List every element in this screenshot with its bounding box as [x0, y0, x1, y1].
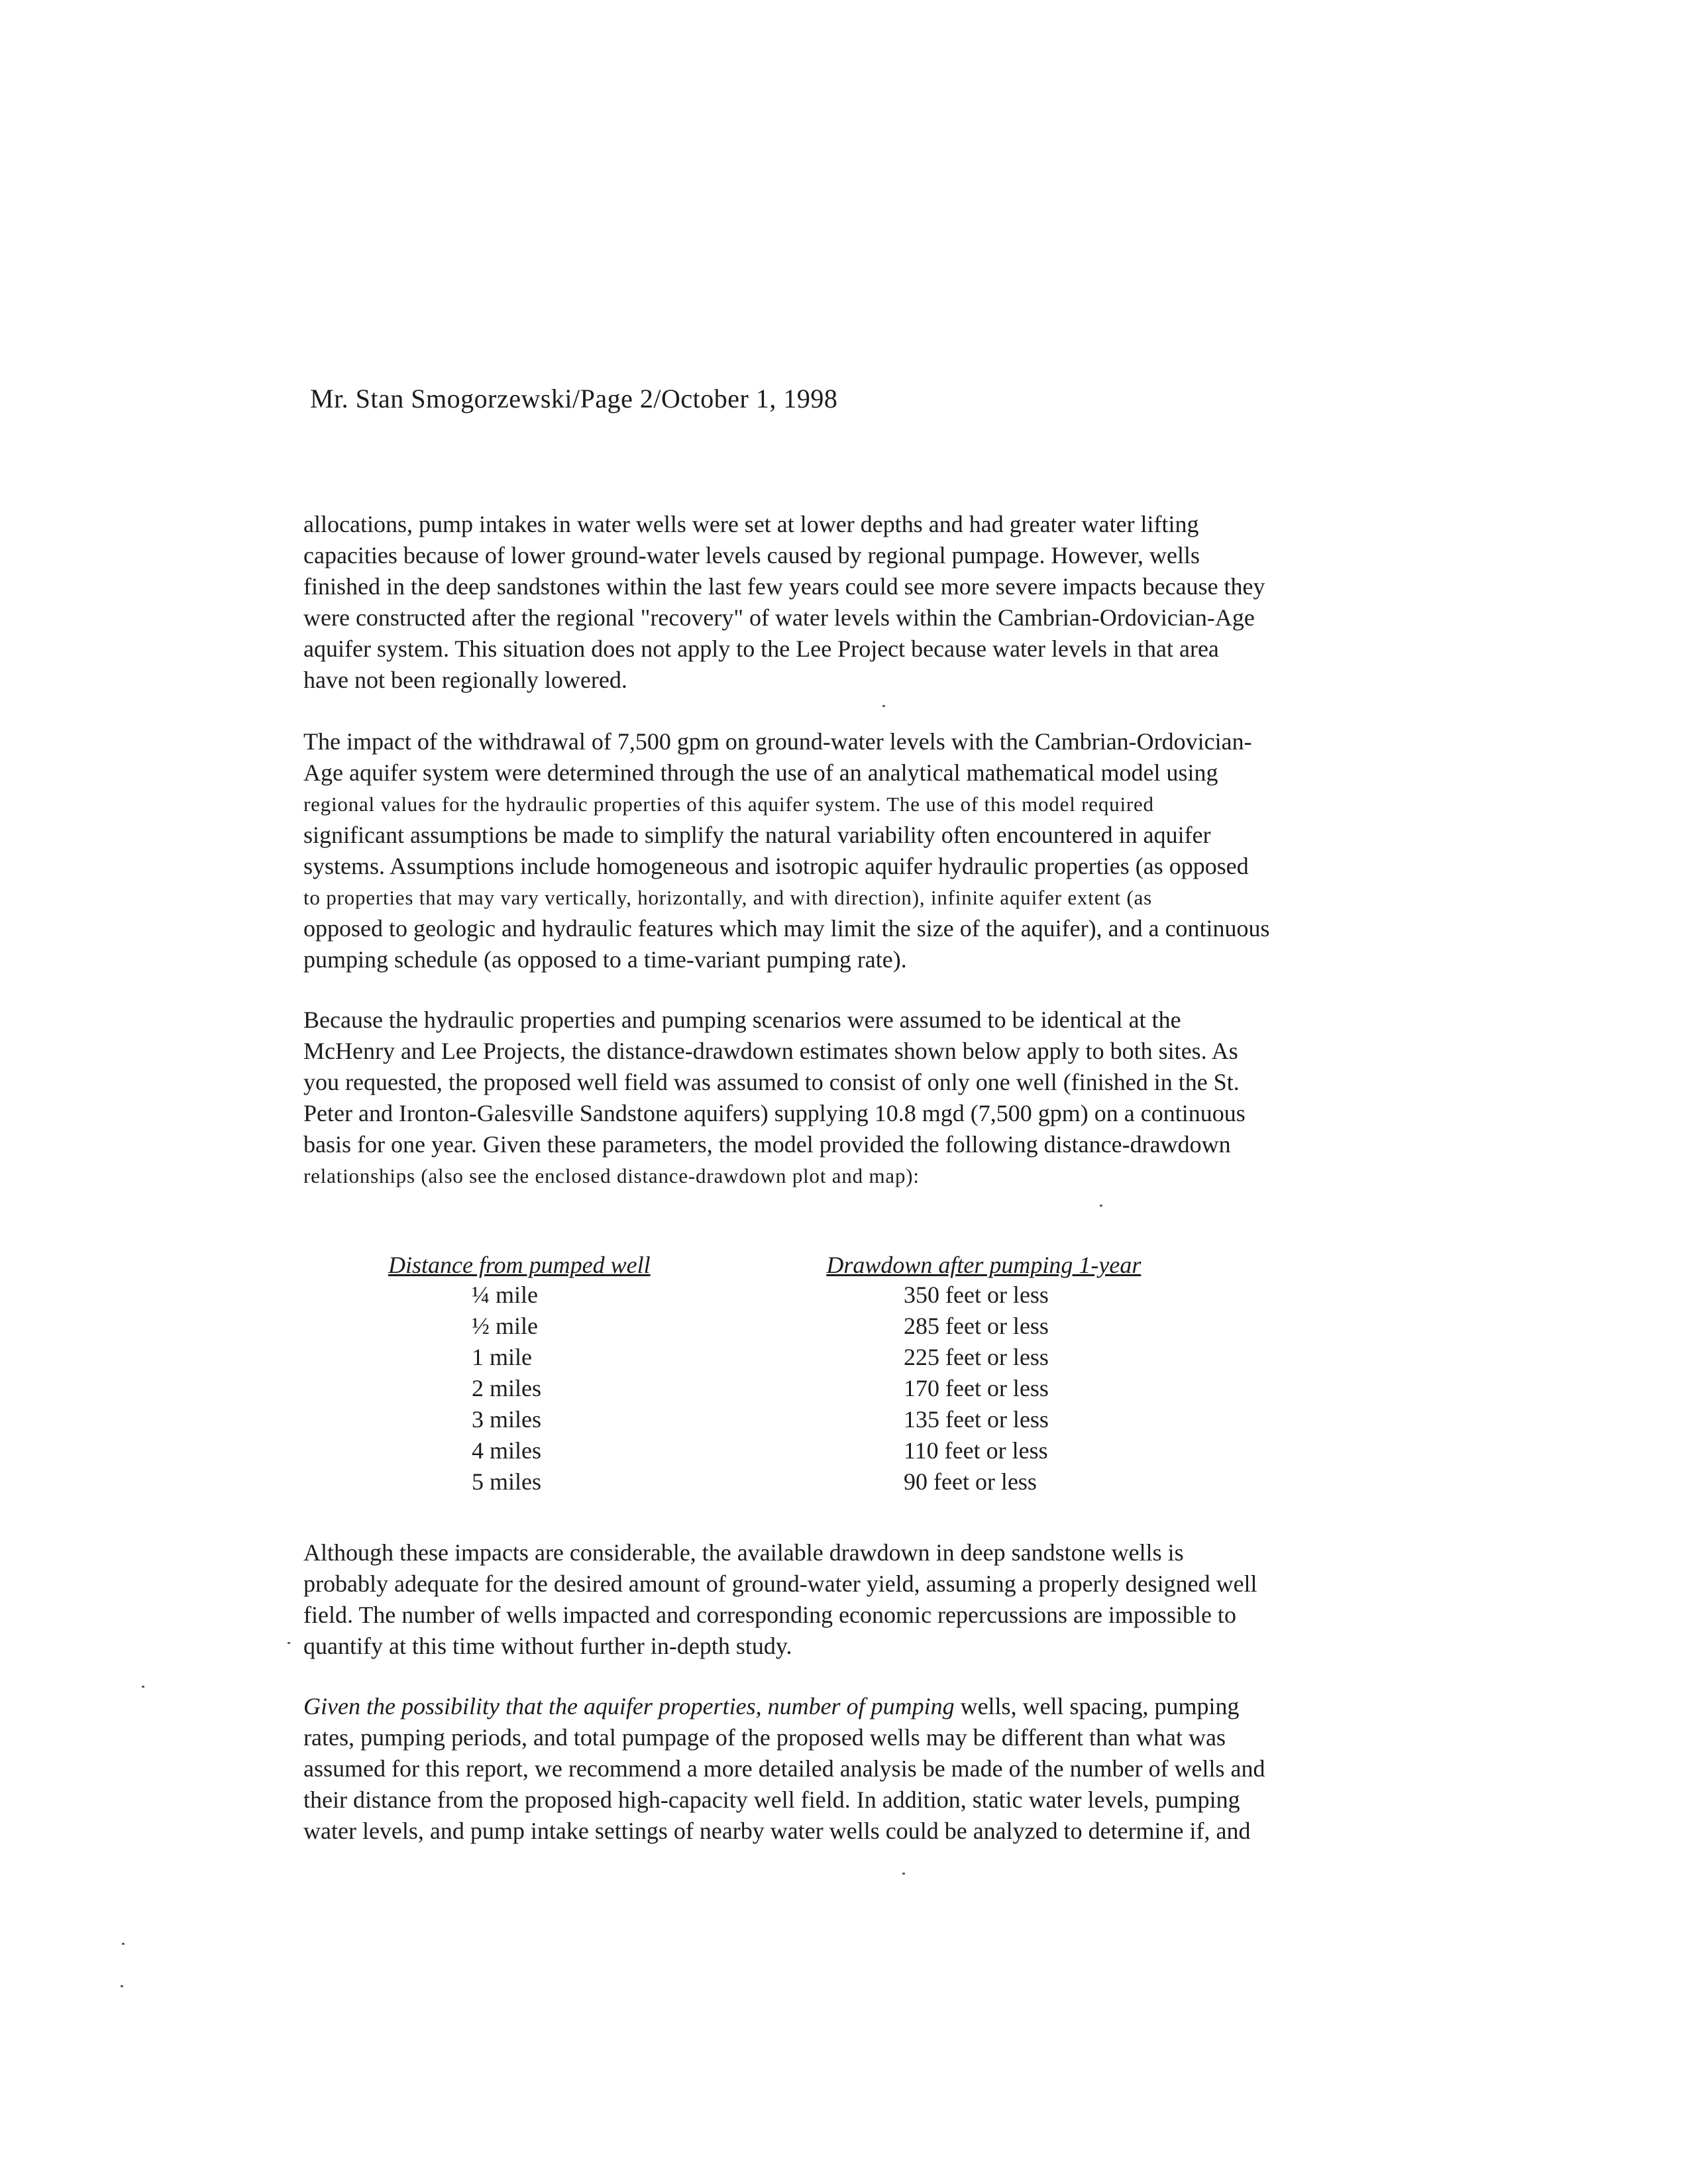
text-line: water levels, and pump intake settings of nearby water wells could be analyzed to determine if, and — [303, 1818, 1251, 1844]
text-line: Because the hydraulic properties and pumping scenarios were assumed to be identical at the — [303, 1007, 1181, 1033]
intro-rest: wells, well spacing, pumping — [954, 1693, 1240, 1720]
paragraph-impact — [303, 726, 1416, 975]
scan-speck — [288, 1642, 290, 1644]
text-line: Although these impacts are considerable, the available drawdown in deep sandstone wells is — [303, 1539, 1184, 1566]
text-line: The impact of the withdrawal of 7,500 gpm on ground-water levels with the Cambrian-Ordovician- — [303, 728, 1252, 755]
distance-cell: 5 miles — [472, 1468, 541, 1495]
column-header-distance: Distance from pumped well — [388, 1252, 651, 1278]
table-row — [384, 1466, 1192, 1497]
drawdown-cell: 285 feet or less — [904, 1312, 1049, 1339]
distance-cell: 1 mile — [472, 1343, 532, 1370]
drawdown-cell: 135 feet or less — [904, 1405, 1049, 1433]
text-line: pumping schedule (as opposed to a time-variant pumping rate). — [303, 946, 907, 973]
text-line: were constructed after the regional "recovery" of water levels within the Cambrian-Ordovician-Age — [303, 604, 1255, 631]
table-row — [384, 1341, 1192, 1372]
scan-speck — [1100, 1205, 1102, 1207]
column-header-drawdown: Drawdown after pumping 1-year — [826, 1252, 1141, 1278]
text-line: aquifer system. This situation does not apply to the Lee Project because water levels in that area — [303, 635, 1219, 662]
text-line: probably adequate for the desired amount of ground-water yield, assuming a properly designed well — [303, 1570, 1257, 1597]
text-line: to properties that may vary vertically, horizontally, and with direction), infinite aquifer extent (as — [303, 886, 1153, 909]
table-row — [384, 1403, 1192, 1435]
text-line: have not been regionally lowered. — [303, 667, 627, 693]
scan-speck — [902, 1873, 905, 1875]
paragraph-impacts-considerable — [303, 1537, 1416, 1662]
text-line: regional values for the hydraulic properties of this aquifer system. The use of this model required — [303, 792, 1154, 816]
distance-cell: ¼ mile — [472, 1281, 538, 1308]
text-line: relationships (also see the enclosed distance-drawdown plot and map): — [303, 1164, 920, 1187]
text-line: allocations, pump intakes in water wells were set at lower depths and had greater water lifting — [303, 511, 1199, 537]
table-row — [384, 1372, 1192, 1403]
scan-speck — [122, 1943, 125, 1945]
text-line: finished in the deep sandstones within the last few years could see more severe impacts because they — [303, 573, 1265, 600]
distance-cell: 3 miles — [472, 1405, 541, 1433]
drawdown-cell: 90 feet or less — [904, 1468, 1037, 1495]
table-header-row — [384, 1248, 1192, 1279]
distance-cell: 2 miles — [472, 1374, 541, 1401]
text-line: rates, pumping periods, and total pumpage of the proposed wells may be different than what was — [303, 1724, 1226, 1751]
table-row — [384, 1279, 1192, 1310]
text-line: significant assumptions be made to simplify the natural variability often encountered in aquifer — [303, 822, 1211, 848]
table-row — [384, 1310, 1192, 1341]
text-line: basis for one year. Given these parameters, the model provided the following distance-drawdown — [303, 1131, 1231, 1158]
text-line: opposed to geologic and hydraulic features which may limit the size of the aquifer), and a continuous — [303, 915, 1270, 942]
distance-cell: 4 miles — [472, 1437, 541, 1464]
scan-speck — [121, 1985, 123, 1987]
drawdown-cell: 350 feet or less — [904, 1281, 1049, 1308]
text-line: their distance from the proposed high-capacity well field. In addition, static water levels, pumping — [303, 1786, 1240, 1813]
text-line: Age aquifer system were determined through the use of an analytical mathematical model using — [303, 759, 1218, 786]
drawdown-cell: 110 feet or less — [904, 1437, 1048, 1464]
distance-drawdown-table — [384, 1248, 1192, 1497]
paragraph-recommendation — [303, 1691, 1416, 1847]
drawdown-cell: 170 feet or less — [904, 1374, 1049, 1401]
italic-intro: Given the possibility that the aquifer properties, number of pumping — [303, 1693, 955, 1720]
text-line: quantify at this time without further in-depth study. — [303, 1633, 792, 1659]
scan-speck — [882, 705, 885, 707]
distance-cell: ½ mile — [472, 1312, 538, 1339]
text-line: field. The number of wells impacted and corresponding economic repercussions are impossible to — [303, 1602, 1236, 1628]
table-row — [384, 1435, 1192, 1466]
drawdown-cell: 225 feet or less — [904, 1343, 1049, 1370]
text-line: systems. Assumptions include homogeneous and isotropic aquifer hydraulic properties (as opposed — [303, 853, 1249, 879]
text-line — [303, 1691, 1416, 1722]
text-line: Peter and Ironton-Galesville Sandstone aquifers) supplying 10.8 mgd (7,500 gpm) on a continuous — [303, 1100, 1246, 1126]
text-line: you requested, the proposed well field was assumed to consist of only one well (finished in the St. — [303, 1069, 1240, 1095]
text-line: assumed for this report, we recommend a more detailed analysis be made of the number of wells and — [303, 1755, 1265, 1782]
page-header: Mr. Stan Smogorzewski/Page 2/October 1, 1998 — [310, 384, 838, 413]
paragraph-hydraulic-properties — [303, 1005, 1416, 1191]
text-line: McHenry and Lee Projects, the distance-drawdown estimates shown below apply to both sites. As — [303, 1038, 1238, 1064]
paragraph-allocations — [303, 509, 1416, 696]
text-line: capacities because of lower ground-water levels caused by regional pumpage. However, wells — [303, 542, 1200, 569]
scan-speck — [142, 1686, 144, 1688]
